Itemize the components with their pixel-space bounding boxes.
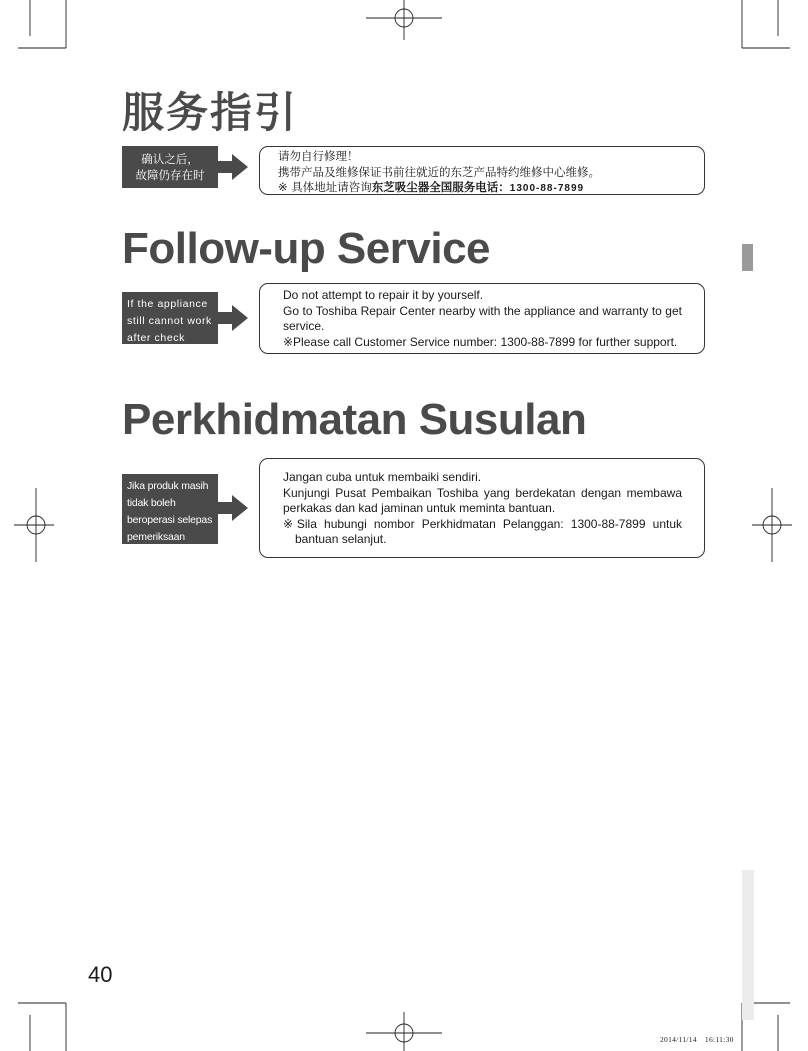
arrow-right-icon <box>218 495 248 521</box>
heading-malay: Perkhidmatan Susulan <box>122 395 587 444</box>
heading-english: Follow-up Service <box>122 224 491 273</box>
instruction-box-english <box>259 283 705 354</box>
condition-label-chinese <box>122 146 218 188</box>
page-number: 40 <box>88 962 113 987</box>
instruction-line: Go to Toshiba Repair Center nearby with the appliance and warranty to get service. <box>283 303 682 333</box>
condition-line: 故障仍存在时 <box>135 168 205 182</box>
instruction-line: Kunjungi Pusat Pembaikan Toshiba yang berdekatan dengan membawa perkakas dan kad jaminan untuk meminta bantuan. <box>283 485 682 515</box>
condition-label-english <box>122 292 218 344</box>
note-prefix: ※ 具体地址请咨询 <box>278 180 372 194</box>
instruction-line: 请勿自行修理！ <box>278 149 359 163</box>
print-time: 16:11:30 <box>704 1035 734 1044</box>
margin-shade-bar <box>742 870 754 1020</box>
instruction-line: Do not attempt to repair it by yourself. <box>283 288 484 302</box>
print-timestamp <box>660 1035 734 1044</box>
hotline-number: 1300-88-7899 <box>509 183 585 194</box>
heading-chinese: 服务指引 <box>122 88 299 137</box>
condition-line: 确认之后， <box>141 152 199 166</box>
condition-line: beroperasi selepas <box>127 514 213 526</box>
instruction-line: ※Sila hubungi nombor Perkhidmatan Pelanggan: 1300-88-7899 untuk bantuan selanjut. <box>283 516 682 546</box>
arrow-right-icon <box>218 305 248 331</box>
condition-line: tidak boleh <box>127 497 176 509</box>
arrow-right-icon <box>218 154 248 180</box>
instruction-line: Jangan cuba untuk membaiki sendiri. <box>283 470 482 484</box>
instruction-box-malay <box>259 458 705 558</box>
condition-label-malay <box>122 474 218 544</box>
condition-line: after check <box>127 332 185 344</box>
section-tab-marker <box>742 244 753 271</box>
condition-line: still cannot work <box>127 315 212 327</box>
instruction-line: 携带产品及维修保证书前往就近的东芝产品特约维修中心维修。 <box>278 164 600 179</box>
print-date: 2014/11/14 <box>660 1035 697 1044</box>
condition-line: Jika produk masih <box>127 480 209 492</box>
instruction-line <box>278 180 694 197</box>
condition-line: If the appliance <box>127 298 208 310</box>
hotline-label: 东芝吸尘器全国服务电话： <box>371 180 510 194</box>
instruction-line: ※Please call Customer Service number: 1300-88-7899 for further support. <box>283 334 678 349</box>
condition-line: pemeriksaan <box>127 531 185 543</box>
instruction-box-chinese <box>259 146 705 195</box>
